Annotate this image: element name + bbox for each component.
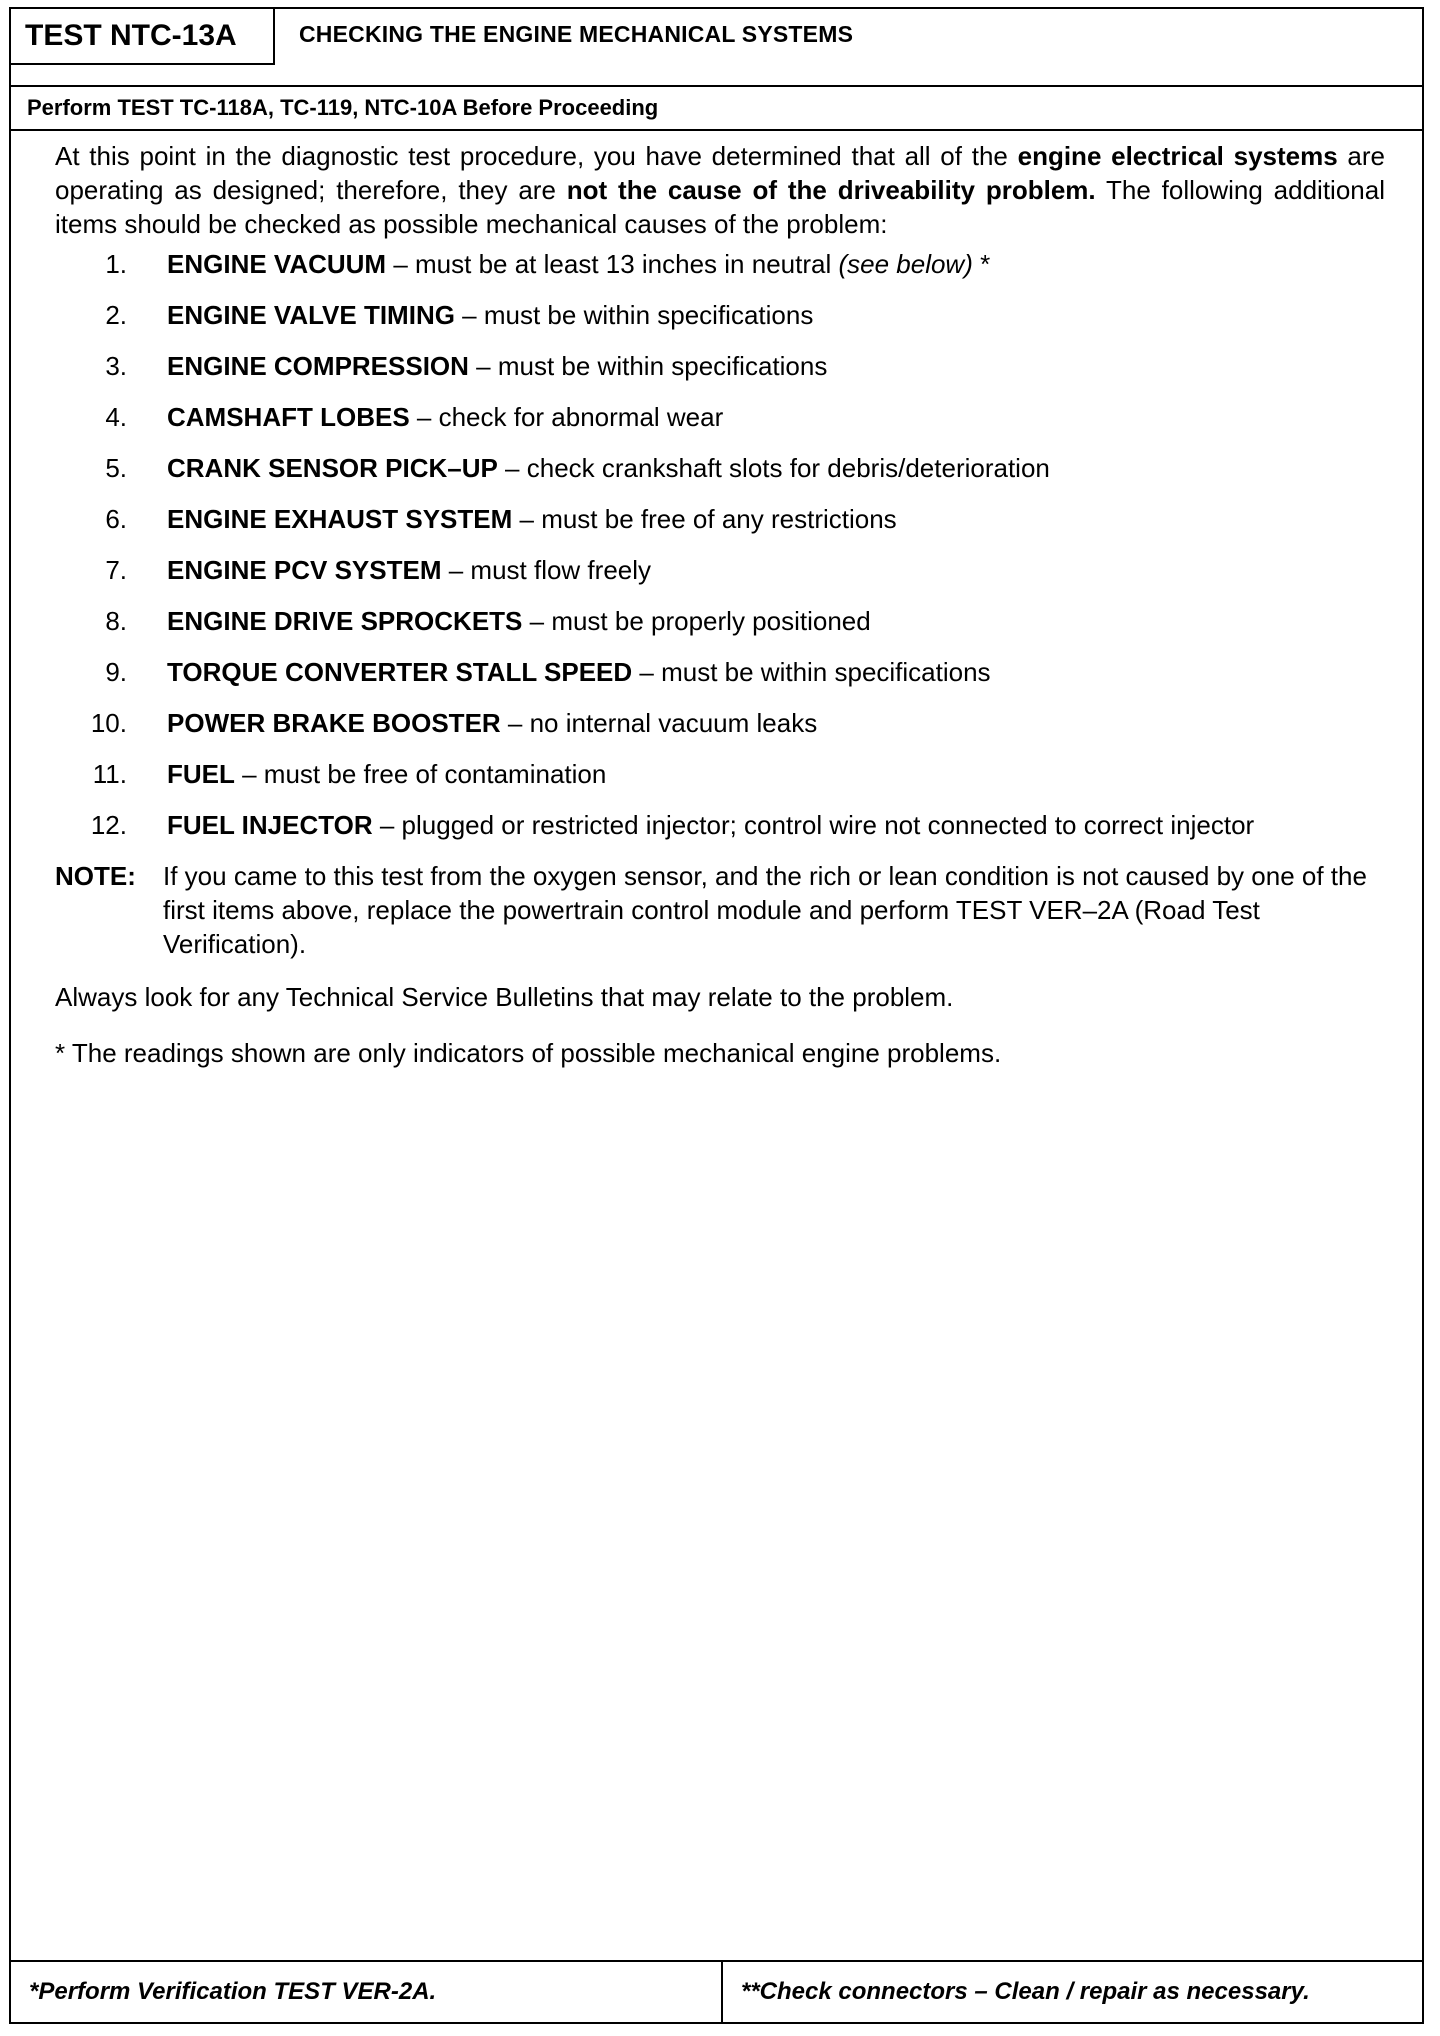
test-id: TEST NTC-13A — [11, 9, 275, 65]
tsb-reminder: Always look for any Technical Service Bulletins that may relate to the problem. — [55, 982, 954, 1012]
item-label: FUEL INJECTOR — [167, 810, 373, 840]
checklist-item — [55, 808, 1385, 842]
item-number: 8. — [105, 606, 127, 636]
test-title: CHECKING THE ENGINE MECHANICAL SYSTEMS — [299, 21, 854, 47]
item-number: 4. — [105, 402, 127, 432]
item-label: CRANK SENSOR PICK–UP — [167, 453, 498, 483]
item-number: 5. — [105, 453, 127, 483]
item-label: ENGINE VACUUM — [167, 249, 387, 279]
item-label: ENGINE COMPRESSION — [167, 351, 469, 381]
checklist-item — [55, 247, 1385, 281]
note-label: NOTE: — [55, 861, 136, 891]
note-text: If you came to this test from the oxygen sensor, and the rich or lean condition is not caused by one of the first items above, replace the powertrain control module and perform TEST VER–2A (Road Test Verification). — [163, 861, 1367, 959]
item-number: 11. — [92, 759, 127, 789]
checklist-item — [55, 604, 1385, 638]
item-asterisk: * — [972, 249, 991, 279]
footnote: * The readings shown are only indicators of possible mechanical engine problems. — [55, 1038, 1002, 1068]
intro-text: At this point in the diagnostic test procedure, you have determined that all of the — [55, 141, 1018, 171]
item-reference: (see below) — [838, 249, 973, 279]
item-number: 6. — [105, 504, 127, 534]
body-content — [55, 139, 1385, 1070]
item-label: ENGINE EXHAUST SYSTEM — [167, 504, 513, 534]
item-text: – check crankshaft slots for debris/deterioration — [497, 453, 1050, 483]
prerequisite-banner: Perform TEST TC-118A, TC-119, NTC-10A Before Proceeding — [11, 85, 1422, 131]
item-text: – must be at least 13 inches in neutral — [386, 249, 839, 279]
item-number: 7. — [105, 555, 127, 585]
item-number: 9. — [105, 657, 127, 687]
item-text: – no internal vacuum leaks — [500, 708, 818, 738]
item-text: – must flow freely — [441, 555, 652, 585]
item-text: – must be within specifications — [632, 657, 991, 687]
item-label: TORQUE CONVERTER STALL SPEED — [167, 657, 633, 687]
note — [55, 859, 1385, 961]
item-text: – must be properly positioned — [522, 606, 871, 636]
intro-text: The following additional items should be checked as possible mechanical causes of the problem: — [55, 175, 1385, 239]
item-text: – must be free of contamination — [234, 759, 607, 789]
checklist-item — [55, 706, 1385, 740]
intro-emphasis: engine electrical systems — [1017, 141, 1338, 171]
checklist-item — [55, 451, 1385, 485]
item-label: ENGINE VALVE TIMING — [167, 300, 455, 330]
mechanical-checklist — [55, 247, 1385, 842]
checklist-item — [55, 400, 1385, 434]
footer-divider — [721, 1962, 723, 2022]
item-number: 2. — [105, 300, 127, 330]
document-frame — [9, 7, 1424, 2024]
footer-connector-note: **Check connectors – Clean / repair as necessary. — [741, 1978, 1310, 2005]
item-label: ENGINE DRIVE SPROCKETS — [167, 606, 523, 636]
intro-emphasis: not the cause of the driveability problem. — [566, 175, 1096, 205]
footer-verification-note: *Perform Verification TEST VER-2A. — [29, 1978, 437, 2005]
footer — [11, 1960, 1422, 2022]
intro-text: are operating as designed; therefore, they are — [55, 141, 1385, 205]
item-label: FUEL — [167, 759, 235, 789]
checklist-item — [55, 349, 1385, 383]
item-text: – must be free of any restrictions — [512, 504, 897, 534]
item-label: CAMSHAFT LOBES — [167, 402, 410, 432]
item-text: – must be within specifications — [454, 300, 814, 330]
checklist-item — [55, 298, 1385, 332]
item-number: 12. — [90, 810, 127, 840]
item-text: – check for abnormal wear — [409, 402, 724, 432]
item-number: 3. — [105, 351, 127, 381]
item-label: POWER BRAKE BOOSTER — [167, 708, 501, 738]
item-text: – plugged or restricted injector; control wire not connected to correct injector — [372, 810, 1255, 840]
checklist-item — [55, 655, 1385, 689]
item-number: 1. — [105, 249, 127, 279]
checklist-item — [55, 502, 1385, 536]
checklist-item — [55, 553, 1385, 587]
item-text: – must be within specifications — [468, 351, 828, 381]
checklist-item — [55, 757, 1385, 791]
item-number: 10. — [90, 708, 127, 738]
intro-paragraph — [55, 139, 1385, 241]
item-label: ENGINE PCV SYSTEM — [167, 555, 442, 585]
